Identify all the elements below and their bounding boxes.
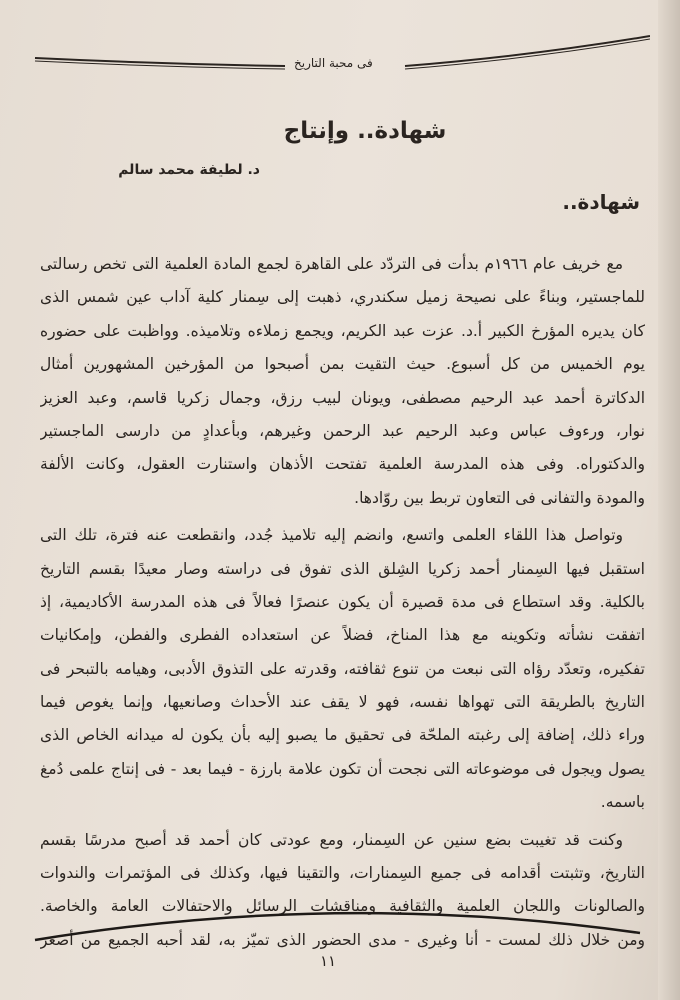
section-heading: شهادة.. xyxy=(562,190,640,214)
text-line: وراء ذلك، إضافة إلى رغبته الملحّة فى تحقيق ما يصبو إليه بأن يكون له ميدانه الخاص الذى xyxy=(40,726,645,745)
chapter-title: شهادة.. وإنتاج xyxy=(283,118,447,144)
page-edge-shadow xyxy=(658,0,680,1000)
text-line: مع خريف عام ١٩٦٦م بدأت فى التردّد على القاهرة لجمع المادة العلمية التى تخص رسالتى xyxy=(40,255,623,273)
text-line: تفكيره، وتعدّد رؤاه التى نبعت من تنوع ثقافته، وقدرته على التذوق الأدبى، وهيامه بالتبحر فى xyxy=(40,659,645,678)
text-line: كان يديره المؤرخ الكبير أ.د. عزت عبد الكريم، ويجمع زملاءه وتلاميذه. وواظبت على حضوره xyxy=(40,321,645,340)
author-name: د. لطيفة محمد سالم xyxy=(118,162,260,178)
page-number: ١١ xyxy=(320,952,337,970)
body-text xyxy=(40,248,645,957)
text-line: والصالونات واللجان العلمية والثقافية ومناقشات الرسائل والاحتفالات العامة والخاصة. xyxy=(40,897,645,916)
running-title: فى محبة التاريخ xyxy=(294,56,373,70)
text-line: والمودة والتفانى فى التعاون تربط بين روّادها. xyxy=(354,488,645,507)
text-line: التاريخ بالطريقة التى تهواها نفسه، فهو لا يقف عند الأحداث وصانعيها، وإنما يغوص فيما xyxy=(40,693,645,712)
page-footer xyxy=(30,900,650,970)
footer-rule xyxy=(30,900,650,970)
text-line: والدكتوراه. وفى هذه المدرسة العلمية تفتحت الأذهان واستنارت العقول، وكانت الألفة xyxy=(40,455,645,474)
text-line: الدكاترة أحمد عبد الرحيم مصطفى، ويونان لبيب رزق، وجمال زكريا قاسم، وعبد العزيز xyxy=(40,388,645,407)
text-line: يصول ويجول فى موضوعاته التى نجحت أن تكون علامة بارزة - فيما بعد - فى إنتاج علمى دُمغ xyxy=(40,759,645,778)
text-line: للماجستير، وبناءً على نصيحة زميل سكندري، ذهبت إلى سِمنار كلية آداب عين شمس الذى xyxy=(40,288,645,307)
text-line: اتفقت نشأته وتكوينه مع هذا المناخ، فضلاً عن استعداده الفطرى والفطن، وإمكانيات xyxy=(40,626,645,645)
text-line: وتواصل هذا اللقاء العلمى واتسع، وانضم إليه تلاميذ جُدد، وانقطعت عنه فترة، تلك التى xyxy=(40,526,623,545)
text-line: نوار، ورءوف عباس وعبد الرحيم عبد الرحمن وغيرهم، وبأعدادٍ من دارسى الماجستير xyxy=(40,421,645,440)
text-line: ومن خلال ذلك لمست - أنا وغيرى - مدى الحضور الذى تميّز به، لقد أحبه الجميع من أصغر xyxy=(40,930,645,949)
text-line: التاريخ، وتثبتت أقدامه فى جميع السِمنارات، والتقينا فيها، وكذلك فى المؤتمرات والندوات xyxy=(40,864,645,883)
text-line: بالكلية. وقد استطاع فى مدة قصيرة أن يكون عنصرًا فعالاً فى هذه المدرسة الأكاديمية، إذ xyxy=(40,592,645,611)
text-line: يوم الخميس من كل أسبوع. حيث التقيت بمن أصبحوا من المؤرخين المشهورين أمثال xyxy=(40,355,645,374)
text-line: باسمه. xyxy=(600,793,645,812)
text-line: استقبل فيها السِمنار أحمد زكريا الشِلق الذى تفوق فى دراسته وصار معيدًا بقسم التاريخ xyxy=(40,559,645,578)
text-line: وكنت قد تغيبت بضع سنين عن السِمنار، ومع عودتى كان أحمد قد أصبح مدرسًا بقسم xyxy=(40,830,623,849)
